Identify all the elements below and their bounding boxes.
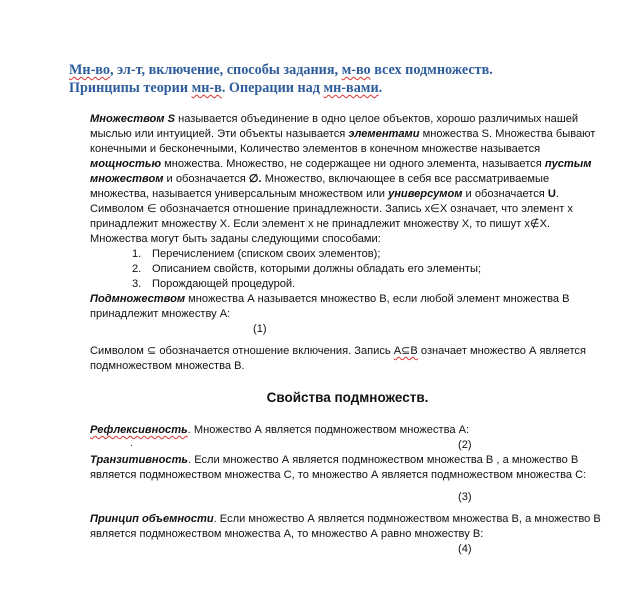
title-word: мн-вами xyxy=(323,80,379,96)
paragraph-text: и обозначается xyxy=(163,173,249,185)
paragraph-text: . Если множество А является подмножеством множества В, а множество В является подмножеством множества А, то множество А равно множеству В: xyxy=(90,513,601,540)
equation-dot: . xyxy=(130,438,133,449)
term-set: Множеством S xyxy=(90,113,175,125)
equation-2 xyxy=(90,438,605,453)
paragraph-text: называется объединение в одно целое объектов, хорошо различимых нашей мыслью или интуицией. Эти объекты называется xyxy=(90,113,579,140)
paragraph-text: множества А называется множество В, если любой элемент множества В принадлежит множеству А: xyxy=(90,293,570,320)
paragraph-text: и обозначается xyxy=(462,188,548,200)
equation-number: (2) xyxy=(458,439,472,451)
subset-definition xyxy=(90,292,605,322)
equation-4 xyxy=(90,542,605,557)
definition-paragraph xyxy=(90,112,605,232)
list-item xyxy=(90,277,605,292)
term-empty-set: пустым множеством xyxy=(90,158,592,185)
ways-list xyxy=(90,247,605,292)
term-power: мощностью xyxy=(90,158,162,170)
title-word: м-во xyxy=(341,62,371,78)
list-number: 2. xyxy=(132,263,142,275)
term-reflexivity: Рефлексивность xyxy=(90,424,188,436)
paragraph-text: . Множество А является подмножеством множества А: xyxy=(187,424,470,436)
inclusion-paragraph xyxy=(90,344,605,374)
reflexivity-paragraph xyxy=(90,423,605,438)
equation-number: (4) xyxy=(458,543,472,555)
paragraph-text: Символом ⊆ обозначается отношение включения. Запись xyxy=(90,345,394,357)
title-text: Принципы теории xyxy=(69,80,192,96)
paragraph-text: означает множество А является подмножеством множества В. xyxy=(90,345,586,372)
extensionality-paragraph xyxy=(90,512,605,542)
term-subset: Подмножеством xyxy=(90,293,186,305)
paragraph-text: . Символом ∈ обозначается отношение принадлежности. Запись x∈X означает, что элемент x принадлежит множеству X. Если элемент x не принадлежит множеству X, то пишут x∉X. xyxy=(90,188,573,230)
title-text: . xyxy=(378,80,383,96)
term-transitivity: Транзитивность xyxy=(90,454,189,466)
equation-1 xyxy=(90,322,605,337)
paragraph-text: множества S. Множества бывают конечными и бесконечными, Количество элементов в конечном множестве называется xyxy=(90,128,596,155)
document-body xyxy=(90,112,605,557)
title-text: всех подмножеств. xyxy=(370,62,493,78)
section-heading: Свойства подмножеств. xyxy=(266,390,429,405)
list-number: 1. xyxy=(132,248,142,260)
list-item xyxy=(90,247,605,262)
paragraph-text: . Если множество А является подмножеством множества В , а множество В является подмножеством множества С, то множество А является подмножеством множества С: xyxy=(90,454,587,481)
empty-set-symbol: ∅. xyxy=(248,173,262,185)
term-extensionality: Принцип объемности xyxy=(90,513,214,525)
equation-number: (1) xyxy=(253,323,267,335)
term-elements: элементами xyxy=(348,128,420,140)
list-text: Описанием свойств, которыми должны обладать его элементы; xyxy=(152,263,482,275)
equation-3 xyxy=(90,490,605,505)
ways-intro: Множества могут быть заданы следующими способами: xyxy=(90,233,381,245)
transitivity-paragraph xyxy=(90,453,605,483)
term-universum: универсумом xyxy=(388,188,463,200)
list-text: Порождающей процедурой. xyxy=(152,278,296,290)
title-text: , эл-т, включение, способы задания, xyxy=(109,62,342,78)
paragraph-text: множества. Множество, не содержащее ни одного элемента, называется xyxy=(161,158,545,170)
equation-number: (3) xyxy=(458,491,472,503)
paragraph-text: Множество, включающее в себя все рассматриваемые множества, называется универсальным множеством или xyxy=(90,173,550,200)
title-text: . Операции над xyxy=(221,80,324,96)
list-text: Перечислением (списком своих элементов); xyxy=(152,248,381,260)
inclusion-record: А⊆В xyxy=(393,345,418,357)
list-number: 3. xyxy=(132,278,142,290)
document-title xyxy=(69,61,609,97)
title-word: мн-в xyxy=(191,80,222,96)
list-item xyxy=(90,262,605,277)
universum-symbol: U xyxy=(547,188,556,200)
title-word: Мн-во xyxy=(69,62,110,78)
